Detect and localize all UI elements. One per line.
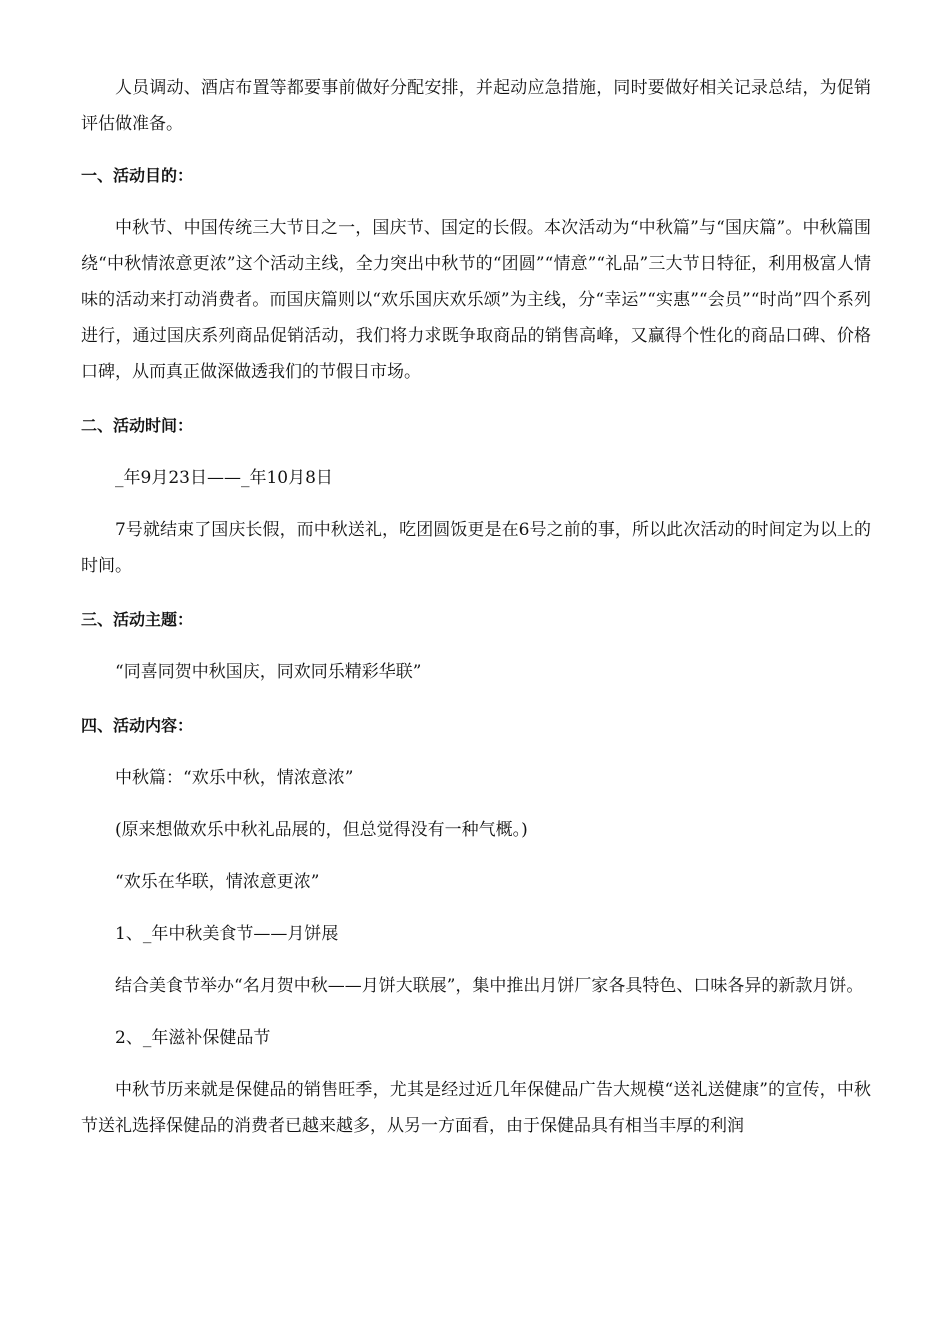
mid-autumn-chapter-title: 中秋篇：“欢乐中秋，情浓意浓” [115, 768, 354, 788]
item-1-title: 1、_年中秋美食节——月饼展 [115, 924, 339, 944]
section-heading-theme: 三、活动主题： [81, 610, 194, 629]
section-heading-purpose: 一、活动目的： [81, 166, 194, 185]
document-page [81, 70, 871, 1144]
section-heading-time: 二、活动时间： [81, 416, 194, 435]
item-1-paragraph: 结合美食节举办“名月贺中秋——月饼大联展”，集中推出月饼厂家各具特色、口味各异的新款月饼。 [115, 976, 864, 996]
time-note-paragraph: 7号就结束了国庆长假，而中秋送礼，吃团圆饭更是在6号之前的事，所以此次活动的时间定为以上的时间。 [81, 520, 871, 576]
intro-paragraph: 人员调动、酒店布置等都要事前做好分配安排，并起动应急措施，同时要做好相关记录总结，为促销评估做准备。 [81, 78, 871, 134]
theme-slogan: “同喜同贺中秋国庆，同欢同乐精彩华联” [115, 662, 422, 682]
purpose-paragraph: 中秋节、中国传统三大节日之一，国庆节、国定的长假。本次活动为“中秋篇”与“国庆篇”。中秋篇围绕“中秋情浓意更浓”这个活动主线，全力突出中秋节的“团圆”“情意”“礼品”三大节日特征，利用极富人情味的活动来打动消费者。而国庆篇则以“欢乐国庆欢乐颂”为主线，分“幸运”“实惠”“会员”“时尚”四个系列进行，通过国庆系列商品促销活动，我们将力求既争取商品的销售高峰，又赢得个性化的商品口碑、价格口碑，从而真正做深做透我们的节假日市场。 [81, 218, 871, 382]
item-2-title: 2、_年滋补保健品节 [115, 1028, 271, 1048]
slogan-line: “欢乐在华联，情浓意更浓” [115, 872, 320, 892]
time-range: _年9月23日——_年10月8日 [115, 468, 333, 488]
author-note: (原来想做欢乐中秋礼品展的，但总觉得没有一种气概。) [115, 820, 528, 840]
section-heading-content: 四、活动内容： [81, 716, 194, 735]
item-2-paragraph: 中秋节历来就是保健品的销售旺季，尤其是经过近几年保健品广告大规模“送礼送健康”的宣传，中秋节送礼选择保健品的消费者已越来越多，从另一方面看，由于保健品具有相当丰厚的利润 [81, 1080, 871, 1136]
